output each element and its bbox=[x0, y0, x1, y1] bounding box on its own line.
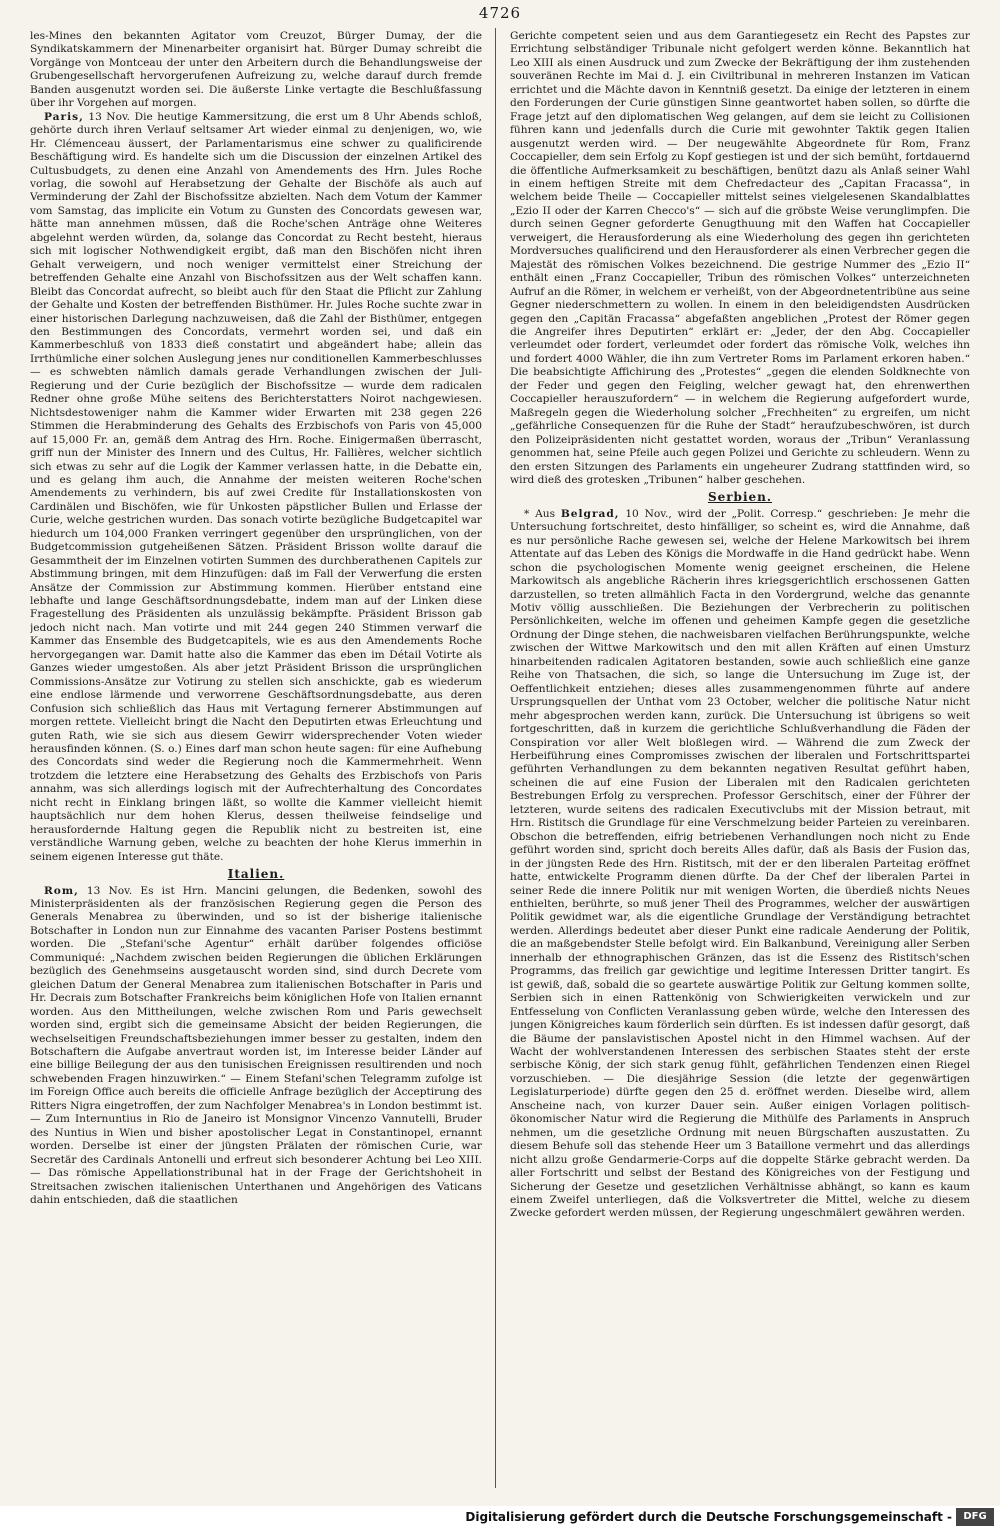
dateline-date: 13 Nov. bbox=[86, 884, 133, 897]
page-number: 4726 bbox=[478, 4, 522, 22]
dateline-city: Rom, bbox=[44, 884, 79, 897]
article-paragraph: les-Mines den bekannten Agitator vom Creuzot, Bürger Dumay, der die Syndikatskammern der Minenarbeiter organisirt hat. Bürger Dumay schreibt die Vorgänge von Montceau der unter den Arbeitern durch die Behandlungsweise der Grubengesellschaft hervorgerufenen Aufreizung zu, welche darauf durch fremde Banden ausgenutzt worden sei. Die äußerste Linke vertagte die Beschlußfassung über ihr Vorgehen auf morgen. bbox=[30, 30, 482, 110]
footer-credit: Digitalisierung gefördert durch die Deutsche Forschungsgemeinschaft - bbox=[465, 1510, 952, 1524]
left-column bbox=[30, 30, 482, 1485]
article-text: Die heutige Kammersitzung, die erst um 8 Uhr Abends schloß, gehörte durch ihren Verlauf seltsamer Art wieder einmal zu denjenigen, wo, wie Hr. Clémenceau äussert, der Parlamentarismus eine schwer zu qualificirende Beschäftigung wird. Es handelte sich um die Discussion der einzelnen Artikel des Cultusbudgets, zu denen eine Anzahl von Amendements des Hrn. Jules Roche vorlag, die sowohl auf Herabsetzung der Gehalte der Bischöfe als auch auf Verminderung der Zahl der Bischofssitze abzielten. Nach dem Votum der Kammer vom Samstag, das implicite ein Votum zu Gunsten des Concordats gewesen war, hätte man annehmen müssen, daß die Roche'schen Anträge ohne Weiteres abgelehnt werden würden, da, solange das Concordat zu Recht besteht, hieraus sich mit logischer Nothwendigkeit ergibt, daß man den Bischöfen nicht ihren Gehalt verweigern, und noch weniger vermittelst einer Streichung der betreffenden Gehalte eine Anzahl von Bischofssitzen aus der Welt schaffen kann. Bleibt das Concordat aufrecht, so bleibt auch für den Staat die Pflicht zur Zahlung der Gehalte und Kosten der betreffenden Bisthümer. Hr. Jules Roche suchte zwar in einer historischen Darlegung nachzuweisen, daß die Zahl der Bisthümer, entgegen den Bestimmungen des Concordats, vermehrt worden sei, und daß ein Kammerbeschluß von 1833 dieß constatirt und abgeändert habe; allein das Irrthümliche einer solchen Auslegung jenes nur conditionellen Kammerbeschlusses — es schwebten nämlich damals gerade Verhandlungen zwischen der Juli-Regierung und der Curie bezüglich der Bischofssitze — wurde dem radicalen Redner ohne große Mühe seitens des Berichterstatters Noirot nachgewiesen. Nichtsdestoweniger nahm die Kammer wider Erwarten mit 238 gegen 226 Stimmen die Herabminderung des Gehalts des Erzbischofs von Paris von 45,000 auf 15,000 Fr. an, gemäß dem Antrag des Hrn. Roche. Einigermaßen überrascht, griff nun der Minister des Innern und des Cultus, Hr. Fallières, welcher sichtlich sich etwas zu sehr auf die Logik der Kammer verlassen hatte, in die Debatte ein, und es gelang ihm auch, die Annahme der meisten weiteren Roche'schen Amendements zu verhindern, bis auf zwei Credite für Installationskosten von Cardinälen und Bischöfen, wie für Unkosten päpstlicher Bullen und Erlasse der Curie, welche gestrichen wurden. Das sonach votirte bezügliche Budgetcapitel war hiedurch um 104,000 Franken verringert gegenüber den ursprünglichen, von der Budgetcommission gutgeheißenen Sätzen. Präsident Brisson wollte darauf die Gesammtheit der im Einzelnen votirten Summen des durchberathenen Capitels zur Abstimmung bringen, mit dem Hinzufügen: daß im Fall der Verwerfung die ersten Ansätze der Commission zur Abstimmung kommen. Hierüber entstand eine lebhafte und lange Geschäftsordnungsdebatte, indem man auf der Linken diese Fragestellung des Präsidenten als unzulässig bekämpfte. Präsident Brisson gab jedoch nicht nach. Man votirte und mit 244 gegen 240 Stimmen verwarf die Kammer das Ensemble des Budgetcapitels, wie es aus den Amendements Roche hervorgegangen war. Damit hatte also die Kammer das eben im Détail Votirte als Ganzes wieder umgestoßen. Als aber jetzt Präsident Brisson die ursprünglichen Commissions-Ansätze zur Votirung zu stellen sich anschickte, gab es wiederum eine endlose lärmende und verworrene Geschäftsordnungsdebatte, aus deren Confusion sich schließlich das Haus mit Vertagung fernerer Abstimmungen auf morgen rettete. Vielleicht bringt die Nacht den Deputirten etwas Erleuchtung und guten Rath, wie sie sich aus diesem Gewirr widersprechender Voten wieder herausfinden können. (S. o.) Eines darf man schon heute sagen: für eine Aufhebung des Concordats sind weder die Regierung noch die Kammermehrheit. Wenn trotzdem die letztere eine Herabsetzung des Gehalts des Erzbischofs von Paris annahm, was sich allerdings logisch mit der Aufrechterhaltung des Concordates nicht recht in Einklang bringen läßt, so wollte die Kammer vielleicht hiemit hauptsächlich nur dem hohen Klerus, dessen theilweise feindselige und herausfordernde Haltung gegen die Republik nicht zu bestreiten ist, eine verständliche Warnung geben, welche zu beachten der hohe Klerus immerhin in seinem eigenen Interesse gut thäte. bbox=[30, 110, 482, 863]
column-divider bbox=[495, 28, 496, 1488]
section-heading-serbien: Serbien. bbox=[707, 490, 773, 505]
article-belgrad bbox=[510, 508, 970, 1221]
footer-bar bbox=[0, 1506, 1000, 1531]
dateline-date: 13 Nov. bbox=[88, 110, 131, 123]
section-heading-italien: Italien. bbox=[227, 867, 285, 882]
dateline-city: Paris, bbox=[44, 110, 84, 123]
article-paragraph: Gerichte competent seien und aus dem Garantiegesetz ein Recht des Papstes zur Errichtung selbständiger Tribunale nicht gefolgert werden könne. Bekanntlich hat Leo XIII als einen Ausdruck und zum Zwecke der Bekräftigung der ihm zustehenden souveränen Rechte im Mai d. J. ein Civiltribunal in mehreren Instanzen im Vatican errichtet und die Mächte davon in Kenntniß gesetzt. Da einige der letzteren in einem den Forderungen der Curie günstigen Sinne geantwortet haben sollen, so dürfte die Frage jetzt auf den diplomatischen Weg gelangen, auf dem sie leicht zu Collisionen führen kann und jedenfalls durch die Curie mit gewohnter Taktik gegen Italien ausgenutzt werden wird. — Der neugewählte Abgeordnete für Rom, Franz Coccapieller, dem sein Erfolg zu Kopf gestiegen ist und der sich bemüht, fortdauernd die öffentliche Aufmerksamkeit zu beschäftigen, benützt dazu als Anlaß seiner Wahl in einem heftigen Streite mit dem Chefredacteur des „Capitan Fracassa“, in welchem beide Theile — Coccapieller mittelst seines vielgelesenen Skandalblattes „Ezio II oder der Karren Checco's“ — sich auf die gröbste Weise verunglimpfen. Die durch seinen Gegner geforderte Genugthuung mit den Waffen hat Coccapieller verweigert, die Herausforderung als eine Wiederholung des gegen ihn gerichteten Mordversuches qualificirend und den Herausforderer als einen Verbrecher gegen die Majestät des römischen Volkes bezeichnend. Die gestrige Nummer des „Ezio II“ enthält einen „Franz Coccapieller, Tribun des römischen Volkes“ unterzeichneten Aufruf an die Römer, in welchem er verheißt, von der Abgeordnetentribüne aus seine Gegner niederschmettern zu wollen. In einem in den beleidigendsten Ausdrücken gegen den „Capitän Fracassa“ abgefaßten angeblichen „Protest der Römer gegen die Angreifer ihres Deputirten“ erklärt er: „Jeder, der den Abg. Coccapieller verleumdet oder fordert, verleumdet oder fordert das römische Volk, welches ihn und fordert 4000 Wähler, die ihn zum Vertreter Roms im Parlament erkoren haben.“ Die beabsichtigte Affichirung des „Protestes“ „gegen die elenden Soldknechte von der Feder und gegen den Feigling, welcher gewagt hat, den ehrenwerthen Coccapieller herauszufordern“ — in welchem die Regierung aufgefordert wurde, Maßregeln gegen die Wiederholung solcher „Frechheiten“ zu ergreifen, um nicht „gefährliche Consequenzen für die Ruhe der Stadt“ heraufzubeschwören, ist durch den Polizeipräsidenten nicht gestattet worden, woraus der „Tribun“ Veranlassung genommen hat, seine Pfeile auch gegen Polizei und Gerichte zu schleudern. Wenn zu den ersten Sitzungen des Parlaments ein ungeheurer Zudrang stattfinden wird, so wird dieß des grotesken „Tribunen“ halber geschehen. bbox=[510, 30, 970, 486]
article-rom bbox=[30, 885, 482, 1208]
dfg-logo: DFG bbox=[956, 1508, 994, 1526]
right-column bbox=[510, 30, 970, 1485]
dateline-city: Belgrad, bbox=[560, 507, 620, 520]
dateline-prefix: * Aus bbox=[524, 507, 556, 520]
article-paris bbox=[30, 111, 482, 864]
article-text: wird der „Polit. Corresp.“ geschrieben: Je mehr die Untersuchung fortschreitet, desto hinfälliger, so scheint es, wird die Annahme, daß es nur persönliche Rache gewesen sei, welche der Helene Markowitsch bei ihrem Attentate auf das Leben des Königs die Mordwaffe in die Hand gedrückt habe. Wenn schon die psychologischen Momente wenig geeignet erscheinen, die Helene Markowitsch als angebliche Rächerin ihres kriegsgerichtlich erschossenen Gatten darzustellen, so treten allmählich Facta in den Vordergrund, welche das genannte Motiv völlig ausschließen. Die Beziehungen der Verbrecherin zu politischen Persönlichkeiten, welche im offenen und geheimen Kampfe gegen die gesetzliche Ordnung der Dinge stehen, die nachweisbaren vielfachen Berührungspunkte, welche zwischen der Wittwe Markowitsch und den mit allen Kräften auf einen Umsturz hinarbeitenden radicalen Agitatoren bestanden, sowie auch schließlich eine ganze Reihe von Thatsachen, die sich, so lange die Untersuchung im Zuge ist, der Oeffentlichkeit entziehen; dieses alles zusammengenommen führte auf andere Ursprungsquellen der Unthat vom 23 October, welcher die politische Natur nicht mehr abgesprochen werden kann, zurück. Die Untersuchung ist übrigens so weit fortgeschritten, daß in kurzem die gerichtliche Schlußverhandlung die Fäden der Conspiration vor aller Welt bloßlegen wird. — Während die zum Zweck der Herbeiführung eines Compromisses zwischen der liberalen und Fortschrittspartei geführten Verhandlungen zu dem bekannten negativen Resultat geführt haben, scheinen die auf eine Fusion der Liberalen mit den Radicalen gerichteten Bestrebungen Erfolg zu versprechen. Professor Gerschitsch, einer der Führer der letzteren, wurde seitens des radicalen Executivclubs mit der Mission betraut, mit Hrn. Ristitsch die Grundlage für eine Verschmelzung beider Parteien zu vereinbaren. Obschon die betreffenden, eifrig betriebenen Verhandlungen noch nicht zu Ende geführt worden sind, spricht doch bereits Alles dafür, daß als Basis der Fusion das, in der jüngsten Rede des Hrn. Ristitsch, mit der er den liberalen Parteitag eröffnet hatte, entwickelte Programm dienen dürfte. Da der Chef der liberalen Partei in seiner Rede die innere Politik nur mit wenigen Worten, die überdieß nichts Neues enthielten, berührte, so muß jener Theil des Programmes, welcher der auswärtigen Politik gewidmet war, als die eigentliche Grundlage der Verständigung betrachtet werden. Allerdings bedeutet aber dieser Punkt eine radicale Aenderung der Politik, die an maßgebendster Stelle befolgt wird. Ein Balkanbund, Vereinigung aller Serben innerhalb der ethnographischen Gränzen, das ist die Essenz des Ristitsch'schen Programms, das freilich gar gewichtige und legitime Interessen Dritter tangirt. Es ist gewiß, daß, sobald die so geartete auswärtige Politik zur Geltung kommen sollte, Serbien sich in einen Rattenkönig von Schwierigkeiten verwickeln und zur Entfesselung von Conflicten Veranlassung geben würde, welche den Interessen des jungen Königreiches kaum förderlich sein dürften. Es ist indessen dafür gesorgt, daß die Bäume der panslavistischen Apostel nicht in den Himmel wachsen. Auf der Wacht der wohlverstandenen Interessen des serbischen Staates steht der erste serbische König, der sich stark genug fühlt, gefährlichen Tendenzen einen Riegel vorzuschieben. — Die diesjährige Session (die letzte der gegenwärtigen Legislaturperiode) dürfte gegen den 25 d. eröffnet werden. Dieselbe wird, allem Anscheine nach, von kurzer Dauer sein. Außer einigen Vorlagen politisch-ökonomischer Natur wird die Regierung die Mithülfe des Parlaments in Anspruch nehmen, um die gesetzliche Ordnung mit neuen Bürgschaften auszustatten. Zu diesem Behufe soll das stehende Heer um 3 Bataillone vermehrt und das allerdings nicht allzu große Gendarmerie-Corps auf die doppelte Stärke gebracht werden. Da aller Fortschritt und selbst der Bestand des Königreiches von der Festigung und Sicherung der Gesetze und gesetzlichen Verhältnisse abhängt, so kann es kaum einem Zweifel unterliegen, daß die Volksvertreter die Mittel, welche zu diesem Zwecke gefordert werden müssen, der Regierung ungeschmälert gewähren werden. bbox=[510, 507, 970, 1220]
article-text: Es ist Hrn. Mancini gelungen, die Bedenken, sowohl des Ministerpräsidenten als der französischen Regierung gegen die Person des Generals Menabrea zu überwinden, und so ist der bisherige italienische Botschafter in London nun zur Einnahme des vacanten Pariser Postens bestimmt worden. Die „Stefani'sche Agentur“ erhält darüber folgendes officiöse Communiqué: „Nachdem zwischen beiden Regierungen die üblichen Erklärungen bezüglich des Genehmseins ausgetauscht worden sind, sind durch Decrete vom gleichen Datum der General Menabrea zum italienischen Botschafter in Paris und Hr. Decrais zum Botschafter Frankreichs beim königlichen Hofe von Italien ernannt worden. Aus den Mittheilungen, welche zwischen Rom und Paris gewechselt worden sind, ergibt sich die gemeinsame Absicht der beiden Regierungen, die wechselseitigen Freundschaftsbeziehungen immer besser zu gestalten, indem den Botschaftern die Aufgabe anvertraut worden ist, im Interesse beider Länder auf eine billige Beilegung der aus den tunisischen Ereignissen resultirenden und noch schwebenden Fragen hinzuwirken.“ — Einem Stefani'schen Telegramm zufolge ist im Foreign Office auch bereits die officielle Anfrage bezüglich der Acceptirung des Ritters Nigra eingetroffen, der zum Nachfolger Menabrea's in London bestimmt ist. — Zum Internuntius in Rio de Janeiro ist Monsignor Vincenzo Vannutelli, Bruder des Nuntius in Wien und bisher apostolischer Legat in Constantinopel, ernannt worden. Derselbe ist einer der jüngsten Prälaten der römischen Curie, war Secretär des Cardinals Antonelli und erfreut sich besonderer Achtung bei Leo XIII. — Das römische Appellationstribunal hat in der Frage der Gerichtshoheit in Streitsachen zwischen italienischen Unterthanen und Angehörigen des Vaticans dahin entschieden, daß die staatlichen bbox=[30, 884, 482, 1206]
dateline-date: 10 Nov., bbox=[625, 507, 672, 520]
